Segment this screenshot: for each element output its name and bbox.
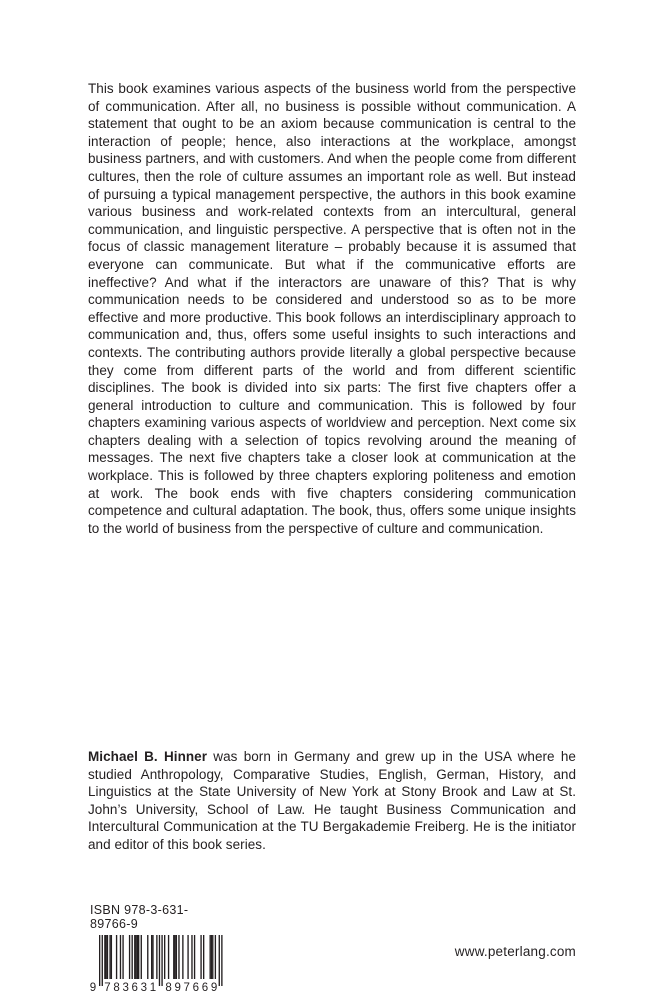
isbn-block <box>88 903 228 992</box>
barcode-bar <box>211 935 212 979</box>
barcode-bar <box>138 935 139 979</box>
barcode-bar <box>191 935 192 979</box>
barcode-digit: 8 <box>165 982 172 992</box>
publisher-url[interactable]: www.peterlang.com <box>454 944 576 959</box>
barcode-bar <box>147 935 148 979</box>
barcode-bar <box>141 935 142 979</box>
barcode-bar <box>134 935 135 979</box>
barcode-bar <box>120 935 121 979</box>
barcode-bar <box>129 935 130 979</box>
barcode-bar <box>107 935 108 979</box>
barcode-bar <box>174 935 175 979</box>
barcode-digit: 9 <box>210 982 218 992</box>
barcode-bar <box>200 935 201 979</box>
barcode-bar <box>151 935 152 979</box>
barcode-bar <box>212 935 213 979</box>
barcode-bar <box>111 935 112 979</box>
barcode-bar <box>210 935 211 979</box>
isbn-label: ISBN 978-3-631-89766-9 <box>90 903 189 931</box>
barcode-bar <box>99 935 100 986</box>
barcode-bar <box>168 935 169 979</box>
barcode-bar <box>102 935 103 986</box>
barcode-digit: 6 <box>201 982 209 992</box>
barcode-bar <box>203 935 204 979</box>
barcode-bar <box>122 935 123 979</box>
barcode-bar <box>104 935 105 979</box>
barcode-bar <box>221 935 222 986</box>
barcode-bar <box>109 935 110 979</box>
barcode-bar <box>106 935 107 979</box>
author-bio <box>88 748 576 854</box>
barcode-digit: 3 <box>140 982 148 992</box>
barcode-bar <box>194 935 195 979</box>
barcode-bar <box>156 935 157 979</box>
isbn-barcode <box>88 934 228 992</box>
barcode-digit: 9 <box>174 982 181 992</box>
barcode-digit: 1 <box>149 982 157 992</box>
barcode-digit: 8 <box>113 982 120 992</box>
barcode-digit: 9 <box>89 982 97 992</box>
barcode-bar <box>219 935 220 986</box>
barcode-digit: 6 <box>131 982 138 992</box>
barcode-digit: 6 <box>192 982 200 992</box>
barcode-bar <box>152 935 153 979</box>
barcode-bar <box>173 935 174 979</box>
barcode-bar <box>116 935 117 979</box>
barcode-digit: 7 <box>183 982 190 992</box>
barcode-bar <box>135 935 136 979</box>
barcode-bar <box>159 935 160 986</box>
author-bio-text: was born in Germany and grew up in the USA where he studied Anthropology, Comparative Studies, English, German, History, and Linguistics at the State University of New York at Stony Brook and Law at St. John’s University, School of Law. He taught Business Communication and Intercultural Communication at the TU Bergakademie Freiberg. He is the initiator and editor of this book series. <box>88 749 576 852</box>
barcode-bar <box>187 935 188 979</box>
barcode-bar <box>164 935 165 979</box>
barcode-bar <box>176 935 177 979</box>
barcode-bar <box>161 935 162 986</box>
barcode-digit: 7 <box>104 982 111 992</box>
barcode-bar <box>137 935 138 979</box>
barcode-bar <box>132 935 133 979</box>
back-cover-blurb: This book examines various aspects of the business world from the perspective of communication. After all, no business is possible without communication. A statement that ought to be an axiom because communication is central to the interaction of people; hence, also interactions at the workplace, amongst business partners, and with customers. And when the people come from different cultures, then the role of culture assumes an important role as well. But instead of pursuing a typical management perspective, the authors in this book examine various business and work-related contexts from an intercultural, general communication, and linguistic perspective. A perspective that is often not in the focus of classic management literature – probably because it is assumed that everyone can communicate. But what if the communicative efforts are ineffective? And what if the interactors are unaware of this? That is why communication needs to be considered and understood so as to be more effective and more productive. This book follows an interdisciplinary approach to communication and, thus, offers some useful insights to such interactions and contexts. The contributing authors provide literally a global perspective because they come from different parts of the world and from different scientific disciplines. The book is divided into six parts: The first five chapters offer a general introduction to culture and communication. This is followed by four chapters examining various aspects of worldview and perception. Next come six chapters dealing with a selection of topics revolving around the meaning of messages. The next five chapters take a closer look at communication at the workplace. This is followed by three chapters exploring politeness and emotion at work. The book ends with five chapters considering communication competence and cultural adaptation. The book, thus, offers some unique insights to the world of business from the perspective of culture and communication. <box>88 81 576 536</box>
author-name: Michael B. Hinner <box>88 749 208 764</box>
barcode-digit: 3 <box>122 982 129 992</box>
barcode-bar <box>178 935 179 979</box>
barcode-bar <box>215 935 216 979</box>
barcode-bar <box>182 935 183 979</box>
